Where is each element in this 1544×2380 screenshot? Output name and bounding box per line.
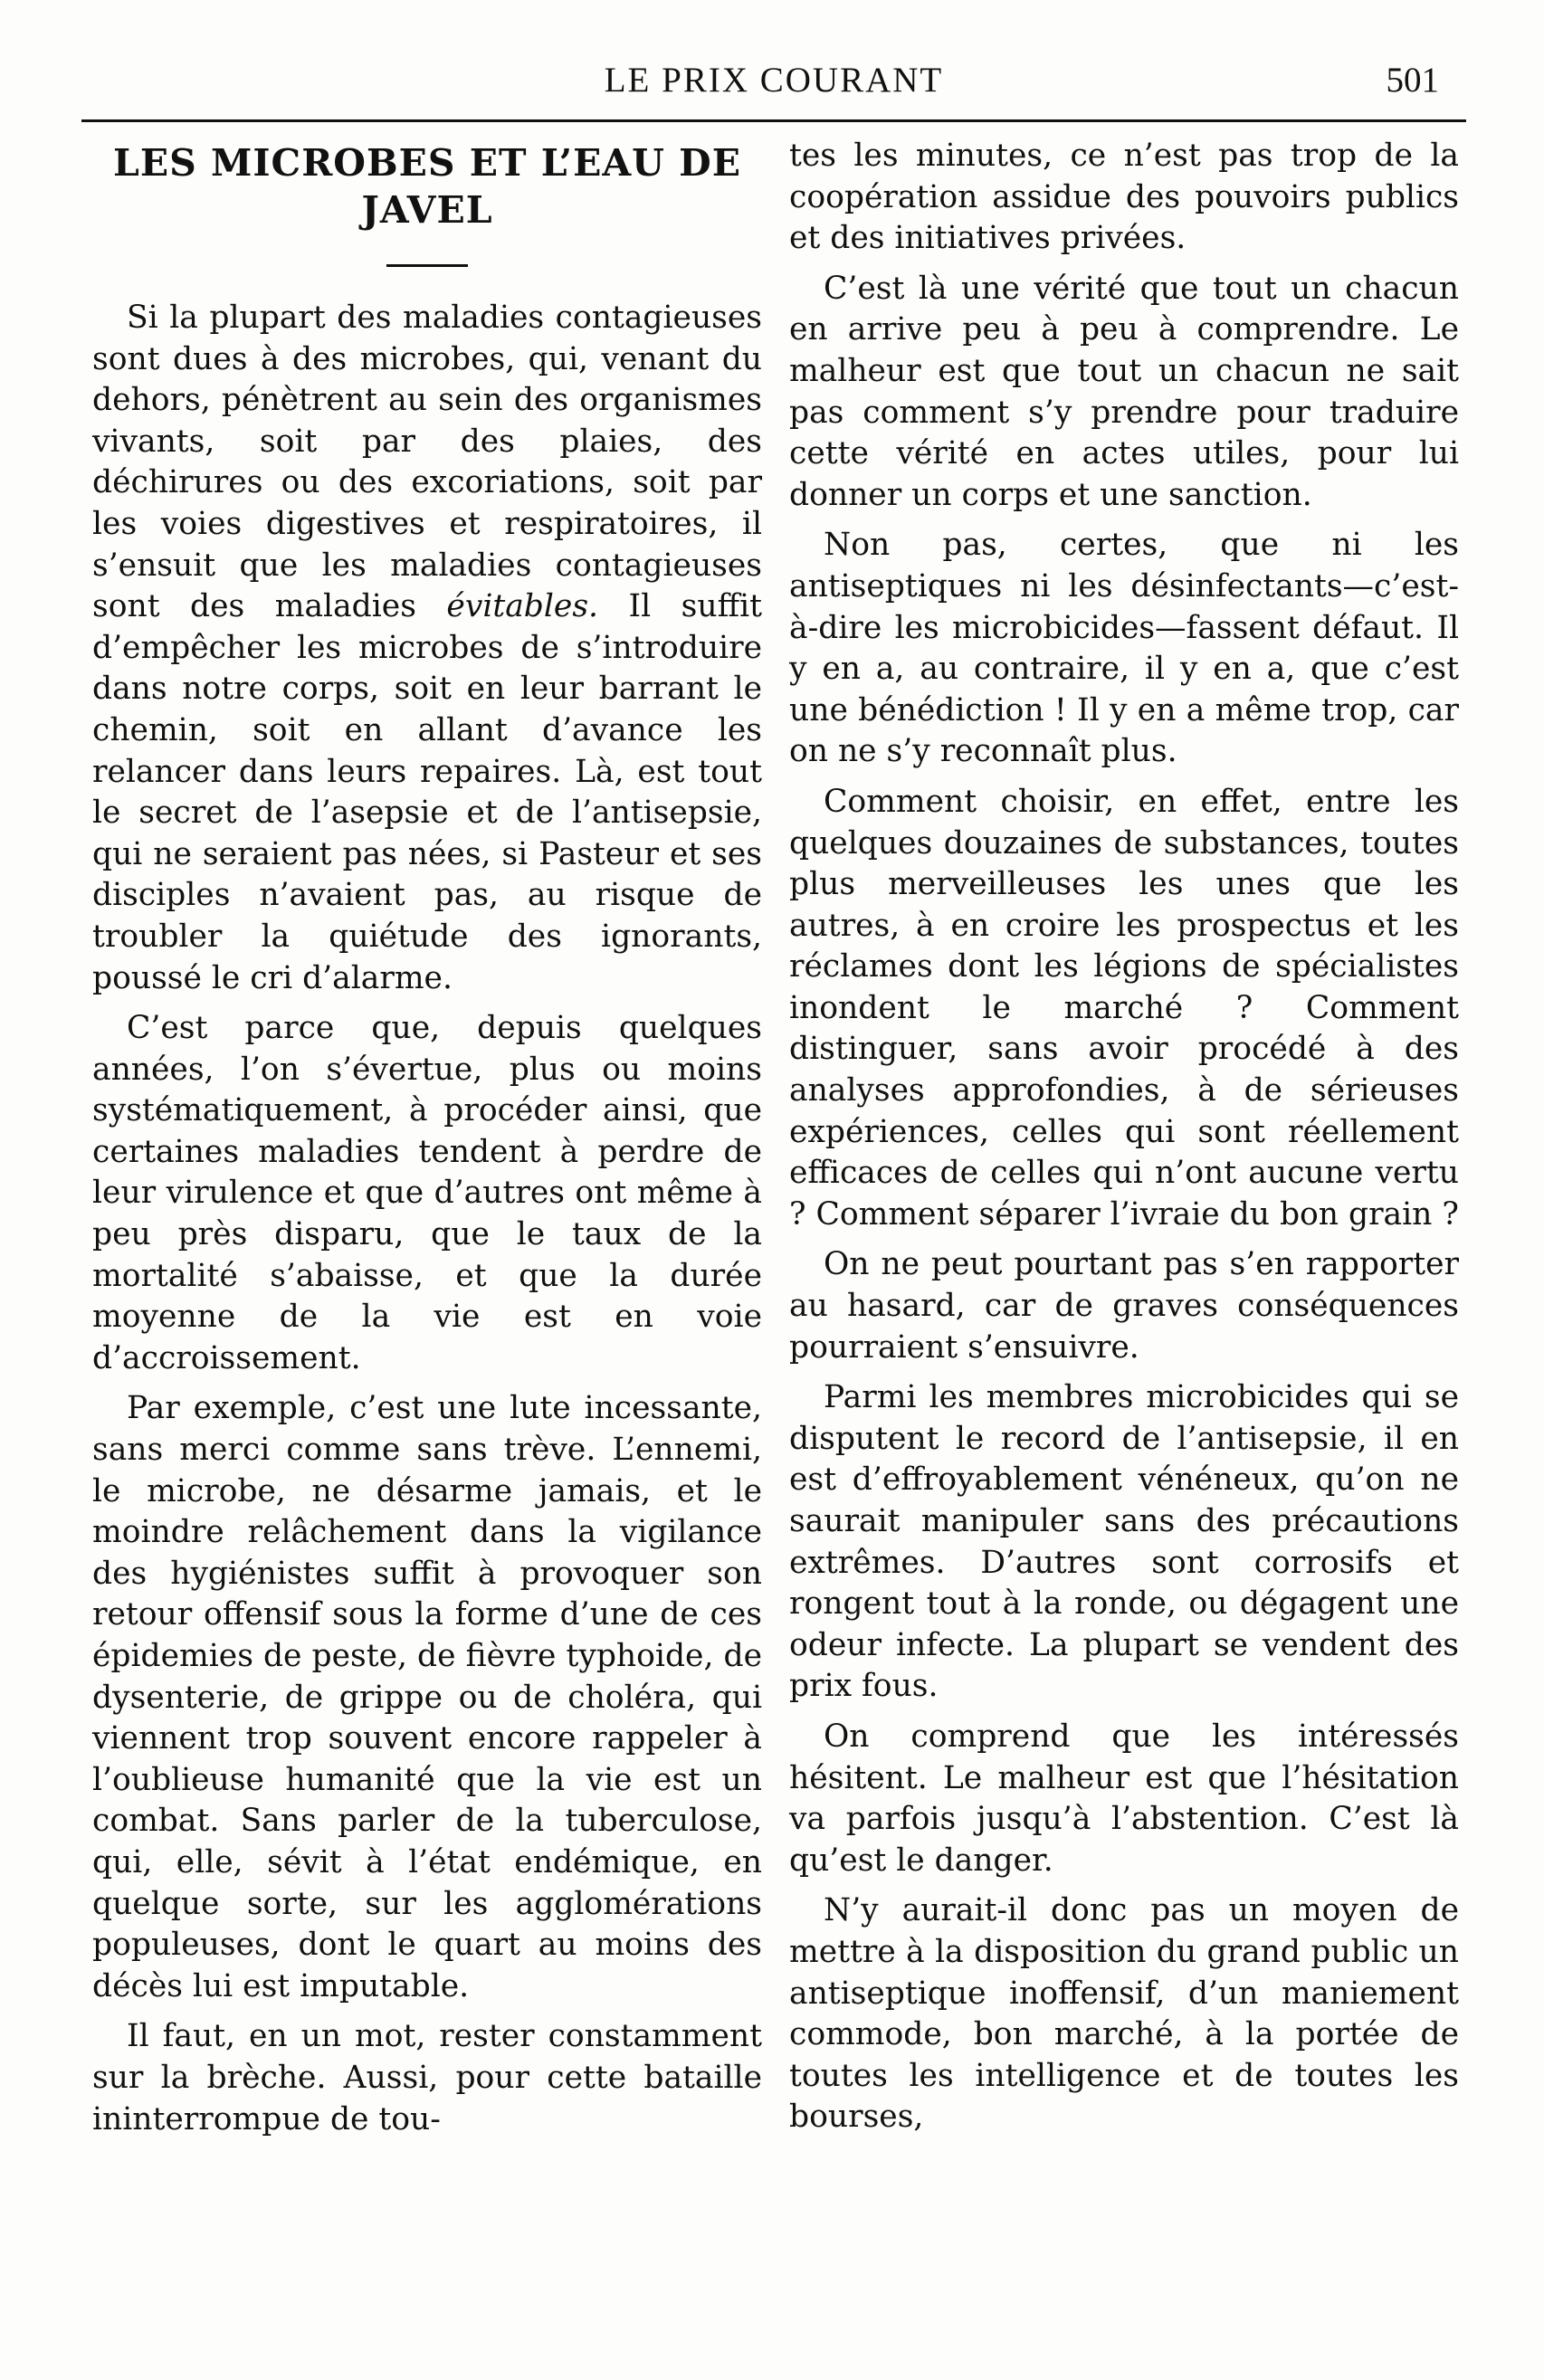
article-title: LES MICROBES ET L’EAU DE JAVEL [113, 141, 741, 232]
paragraph: On ne peut pourtant pas s’en rapporter au hasard, car de graves conséquences pourraient s’ensuivre. [789, 1246, 1459, 1366]
paragraph: Non pas, certes, que ni les antiseptiques ni les désinfectants—c’est-à-dire les microbicides—fassent défaut. Il y en a, au contraire, il y en a, que c’est une bénédiction ! Il y en a même trop, car on ne s’y reconnaît plus. [789, 527, 1459, 770]
title-divider [386, 264, 468, 267]
paragraph-continued: tes les minutes, ce n’est pas trop de la coopération assidue des pouvoirs publics et des initiatives privées. [789, 138, 1459, 257]
paragraph: Il faut, en un mot, rester constamment sur la brèche. Aussi, pour cette bataille ininterrompue de tou- [92, 2018, 762, 2137]
emphasis-text: évitables. [446, 588, 598, 625]
paragraph: C’est là une vérité que tout un chacun en arrive peu à peu à comprendre. Le malheur est que tout un chacun ne sait pas comment s’y prendre pour traduire cette vérité en actes utiles, pour lui donner un corps et une sanction. [789, 270, 1459, 513]
paragraph: N’y aurait-il donc pas un moyen de mettre à la disposition du grand public un antiseptique inoffensif, d’un maniement commode, bon marché, à la portée de toutes les intelligence et de toutes les bourses, [789, 1892, 1459, 2136]
page-number: 501 [1386, 61, 1439, 100]
right-column [789, 136, 1459, 2147]
running-title: LE PRIX COURANT [604, 61, 944, 100]
paragraph: On comprend que les intéressés hésitent. Le malheur est que l’hésitation va parfois jusqu’à l’abstention. C’est là qu’est le danger. [789, 1718, 1459, 1879]
paragraph [92, 298, 762, 999]
paragraph-text: Si la plupart des maladies contagieuses sont dues à des microbes, qui, venant du dehors, pénètrent au sein des organismes vivants, soit par des plaies, des déchirures ou des excoriations, soit par les voies digestives et respiratoires, il s’ensuit que les maladies contagieuses sont des maladies [92, 300, 762, 625]
running-header [81, 52, 1466, 107]
header-rule [81, 119, 1466, 122]
paragraph: Parmi les membres microbicides qui se disputent le record de l’antisepsie, il en est d’effroyablement vénéneux, qu’on ne saurait manipuler sans des précautions extrêmes. D’autres sont corrosifs et rongent tout à la ronde, ou dégagent une odeur infecte. La plupart se vendent des prix fous. [789, 1379, 1459, 1705]
paragraph: Comment choisir, en effet, entre les quelques douzaines de substances, toutes plus merveilleuses les unes que les autres, à en croire les prospectus et les réclames dont les légions de spécialistes inondent le marché ? Comment distinguer, sans avoir procédé à des analyses approfondies, à de sérieuses expériences, celles qui sont réellement efficaces de celles qui n’ont aucune vertu ? Comment séparer l’ivraie du bon grain ? [789, 783, 1459, 1233]
paragraph: C’est parce que, depuis quelques années, l’on s’évertue, plus ou moins systématiquement, à procéder ainsi, que certaines maladies tendent à perdre de leur virulence et que d’autres ont même à peu près disparu, que le taux de la mortalité s’abaisse, et que la durée moyenne de la vie est en voie d’accroissement. [92, 1010, 762, 1376]
paragraph-text: Il suffit d’empêcher les microbes de s’introduire dans notre corps, soit en leur barrant le chemin, soit en allant d’avance les relancer dans leurs repaires. Là, est tout le secret de l’asepsie et de l’antisepsie, qui ne seraient pas nées, si Pasteur et ses disciples n’avaient pas, au risque de troubler la quiétude des ignorants, poussé le cri d’alarme. [92, 588, 762, 996]
paragraph: Par exemple, c’est une lute incessante, sans merci comme sans trève. L’ennemi, le microbe, ne désarme jamais, et le moindre relâchement dans la vigilance des hygiénistes suffit à provoquer son retour offensif sous la forme d’une de ces épidemies de peste, de fièvre typhoide, de dysenterie, de grippe ou de choléra, qui viennent trop souvent encore rappeler à l’oublieuse humanité que la vie est un combat. Sans parler de la tuberculose, qui, elle, sévit à l’état endémique, en quelque sorte, sur les agglomérations populeuses, dont le quart au moins des décès lui est imputable. [92, 1390, 762, 2004]
left-column [92, 136, 762, 2149]
